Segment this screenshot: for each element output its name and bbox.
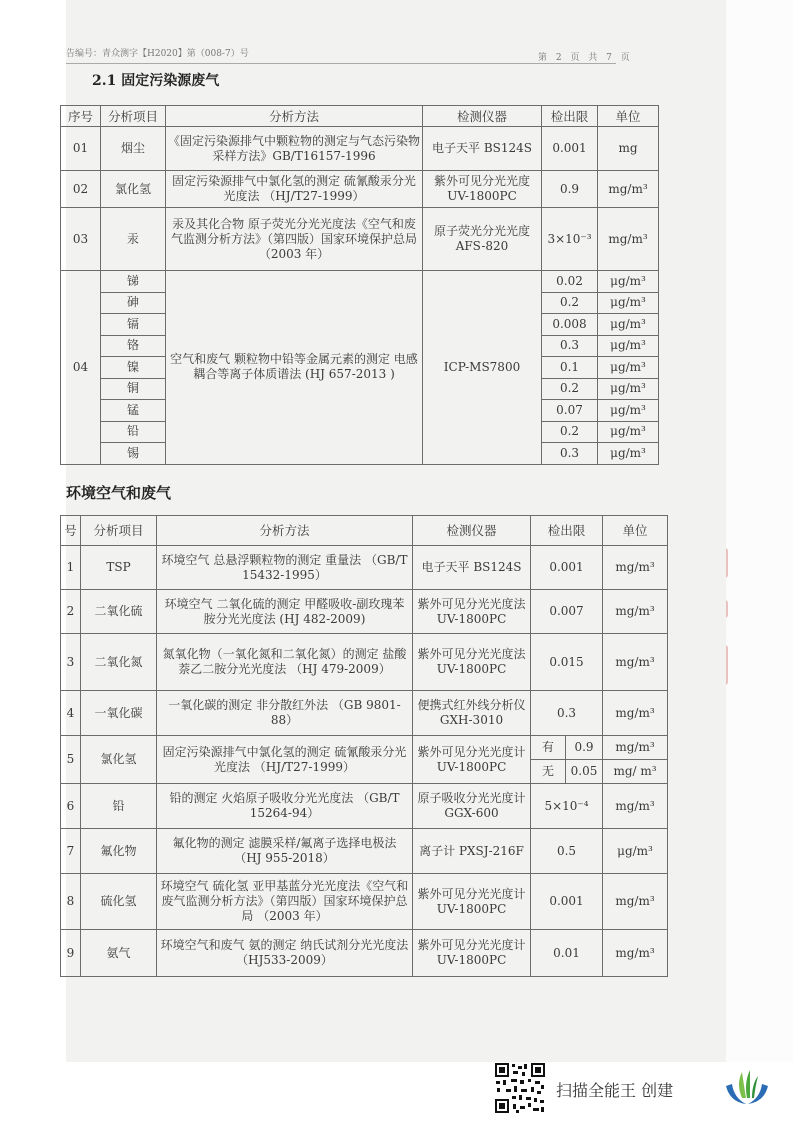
col-header: 检测仪器: [423, 106, 542, 127]
analysis-item: 镉: [101, 314, 166, 336]
analysis-method: 环境空气和废气 氨的测定 纳氏试剂分光光度法 （HJ533-2009）: [157, 930, 413, 977]
analysis-item: 硫化氢: [81, 874, 157, 930]
instrument: 紫外可见分光光度计 UV-1800PC: [413, 930, 531, 977]
table-row: [61, 874, 668, 930]
unit: mg/m³: [603, 691, 668, 736]
detection-limit: 0.3: [542, 443, 598, 465]
instrument: 原子吸收分光光度计 GGX-600: [413, 784, 531, 829]
row-number: 6: [61, 784, 81, 829]
analysis-item: 二氧化氮: [81, 634, 157, 691]
footer-scanner-text: 扫描全能王 创建: [556, 1081, 674, 1100]
unit: mg/m³: [603, 634, 668, 691]
table-row: [61, 590, 668, 634]
row-number: 03: [61, 208, 101, 271]
analysis-item: 一氧化碳: [81, 691, 157, 736]
row-number: 7: [61, 829, 81, 874]
unit: μg/m³: [598, 271, 659, 293]
instrument: 紫外可见分光光度计 UV-1800PC: [413, 874, 531, 930]
col-header: 分析项目: [101, 106, 166, 127]
detection-limit: 0.001: [542, 127, 598, 171]
detection-limit: 0.008: [542, 314, 598, 336]
analysis-item: 铅: [81, 784, 157, 829]
instrument: 电子天平 BS124S: [423, 127, 542, 171]
row-number: 02: [61, 171, 101, 208]
unit: μg/m³: [598, 443, 659, 465]
table-row: [61, 930, 668, 977]
instrument: 紫外可见分光光度计 UV-1800PC: [413, 736, 531, 784]
detection-limit: 0.01: [531, 930, 603, 977]
detection-limit: 0.9: [566, 736, 603, 760]
right-margin: [726, 0, 793, 1062]
instrument: 紫外可见分光光度 UV-1800PC: [423, 171, 542, 208]
detection-limit: 0.001: [531, 874, 603, 930]
unit: μg/m³: [598, 400, 659, 422]
detection-limit: 0.05: [566, 760, 603, 784]
unit: mg: [598, 127, 659, 171]
row-number: 04: [61, 271, 101, 465]
analysis-item: 砷: [101, 292, 166, 314]
instrument: 便携式红外线分析仪 GXH-3010: [413, 691, 531, 736]
analysis-item: 氯化氢: [81, 736, 157, 784]
analysis-method: 汞及其化合物 原子荧光分光光度法《空气和废气监测分析方法》（第四版）国家环境保护总局（2003 年）: [166, 208, 423, 271]
analysis-method: 铅的测定 火焰原子吸收分光光度法 （GB/T 15264-94）: [157, 784, 413, 829]
analysis-item: 锑: [101, 271, 166, 293]
col-header: 号: [61, 516, 81, 546]
scanned-page: [66, 0, 726, 1062]
detection-limit: 0.2: [542, 292, 598, 314]
analysis-item: 氯化氢: [101, 171, 166, 208]
analysis-item: 镍: [101, 357, 166, 379]
analysis-item: 铬: [101, 335, 166, 357]
table-row: [61, 634, 668, 691]
col-header: 检出限: [531, 516, 603, 546]
row-number: 5: [61, 736, 81, 784]
detection-limit: 0.007: [531, 590, 603, 634]
col-header: 分析方法: [157, 516, 413, 546]
ambient-air-table: [60, 515, 668, 977]
analysis-method: 一氧化碳的测定 非分散红外法 （GB 9801-88）: [157, 691, 413, 736]
detection-limit: 0.5: [531, 829, 603, 874]
camscanner-logo-icon: [722, 1068, 772, 1108]
col-header: 序号: [61, 106, 101, 127]
analysis-item: 锡: [101, 443, 166, 465]
table-row: [61, 546, 668, 590]
table-row: [61, 829, 668, 874]
fixed-source-table: [60, 105, 659, 465]
detection-limit: 0.2: [542, 421, 598, 443]
detection-limit: 0.1: [542, 357, 598, 379]
analysis-item: 锰: [101, 400, 166, 422]
row-number: 01: [61, 127, 101, 171]
analysis-method: 固定污染源排气中氯化氢的测定 硫氰酸汞分光光度法 （HJ/T27-1999）: [166, 171, 423, 208]
instrument: 离子计 PXSJ-216F: [413, 829, 531, 874]
detection-limit: 0.07: [542, 400, 598, 422]
section-title-fixed-source: 2.1 固定污染源废气: [92, 73, 220, 89]
analysis-item: 氟化物: [81, 829, 157, 874]
instrument: 原子荧光分光光度 AFS-820: [423, 208, 542, 271]
unit: μg/m³: [598, 378, 659, 400]
analysis-method: 《固定污染源排气中颗粒物的测定与气态污染物采样方法》GB/T16157-1996: [166, 127, 423, 171]
unit: μg/m³: [598, 357, 659, 379]
table-row: [61, 208, 659, 271]
analysis-method: 固定污染源排气中氯化氢的测定 硫氰酸汞分光光度法 （HJ/T27-1999）: [157, 736, 413, 784]
row-number: 2: [61, 590, 81, 634]
analysis-method: 氟化物的测定 滤膜采样/氟离子选择电极法 （HJ 955-2018）: [157, 829, 413, 874]
unit: μg/m³: [603, 829, 668, 874]
detection-limit: 0.9: [542, 171, 598, 208]
header-divider: [66, 63, 616, 64]
analysis-method: 环境空气 二氧化硫的测定 甲醛吸收-副玫瑰苯胺分光光度法 (HJ 482-2009): [157, 590, 413, 634]
unit: mg/m³: [603, 590, 668, 634]
page-info: 第 2 页 共 7 页: [538, 53, 633, 63]
analysis-item: 二氧化硫: [81, 590, 157, 634]
table-header-row: [61, 106, 659, 127]
table-row: [61, 127, 659, 171]
instrument: ICP-MS7800: [423, 271, 542, 465]
analysis-item: 铅: [101, 421, 166, 443]
table-row: [61, 736, 668, 760]
row-number: 9: [61, 930, 81, 977]
table-row: [61, 271, 659, 293]
analysis-item: TSP: [81, 546, 157, 590]
analysis-method: 环境空气 总悬浮颗粒物的测定 重量法 （GB/T 15432-1995）: [157, 546, 413, 590]
analysis-item: 铜: [101, 378, 166, 400]
table-row: [61, 171, 659, 208]
unit: mg/m³: [603, 874, 668, 930]
detection-limit: 5×10⁻⁴: [531, 784, 603, 829]
col-header: 分析方法: [166, 106, 423, 127]
detection-limit: 0.3: [531, 691, 603, 736]
report-number: 告编号：青众测字【H2020】第（008-7）号: [66, 49, 249, 59]
unit: mg/m³: [603, 930, 668, 977]
condition-label: 有: [531, 736, 566, 760]
analysis-item: 氨气: [81, 930, 157, 977]
unit: mg/ m³: [603, 760, 668, 784]
unit: μg/m³: [598, 292, 659, 314]
instrument: 电子天平 BS124S: [413, 546, 531, 590]
detection-limit: 3×10⁻³: [542, 208, 598, 271]
detection-limit: 0.3: [542, 335, 598, 357]
col-header: 检测仪器: [413, 516, 531, 546]
analysis-method: 环境空气 硫化氢 亚甲基蓝分光光度法《空气和废气监测分析方法》（第四版）国家环境保护总局 （2003 年）: [157, 874, 413, 930]
detection-limit: 0.2: [542, 378, 598, 400]
detection-limit: 0.001: [531, 546, 603, 590]
table-header-row: [61, 516, 668, 546]
unit: μg/m³: [598, 335, 659, 357]
row-number: 3: [61, 634, 81, 691]
unit: mg/m³: [603, 736, 668, 760]
unit: mg/m³: [603, 546, 668, 590]
analysis-method: 氮氧化物（一氧化氮和二氧化氮）的测定 盐酸萘乙二胺分光光度法 （HJ 479-2009）: [157, 634, 413, 691]
unit: mg/m³: [598, 208, 659, 271]
qr-code-icon: [494, 1062, 546, 1114]
row-number: 8: [61, 874, 81, 930]
detection-limit: 0.02: [542, 271, 598, 293]
detection-limit: 0.015: [531, 634, 603, 691]
col-header: 单位: [603, 516, 668, 546]
table-row: [61, 691, 668, 736]
table-row: [61, 784, 668, 829]
unit: μg/m³: [598, 421, 659, 443]
col-header: 检出限: [542, 106, 598, 127]
analysis-item: 汞: [101, 208, 166, 271]
row-number: 1: [61, 546, 81, 590]
analysis-item: 烟尘: [101, 127, 166, 171]
row-number: 4: [61, 691, 81, 736]
unit: mg/m³: [603, 784, 668, 829]
unit: mg/m³: [598, 171, 659, 208]
condition-label: 无: [531, 760, 566, 784]
instrument: 紫外可见分光光度法 UV-1800PC: [413, 590, 531, 634]
unit: μg/m³: [598, 314, 659, 336]
section-title-ambient-air: 环境空气和废气: [66, 484, 172, 502]
analysis-method: 空气和废气 颗粒物中铅等金属元素的测定 电感耦合等离子体质谱法 (HJ 657-2013 ): [166, 271, 423, 465]
instrument: 紫外可见分光光度法 UV-1800PC: [413, 634, 531, 691]
col-header: 分析项目: [81, 516, 157, 546]
col-header: 单位: [598, 106, 659, 127]
